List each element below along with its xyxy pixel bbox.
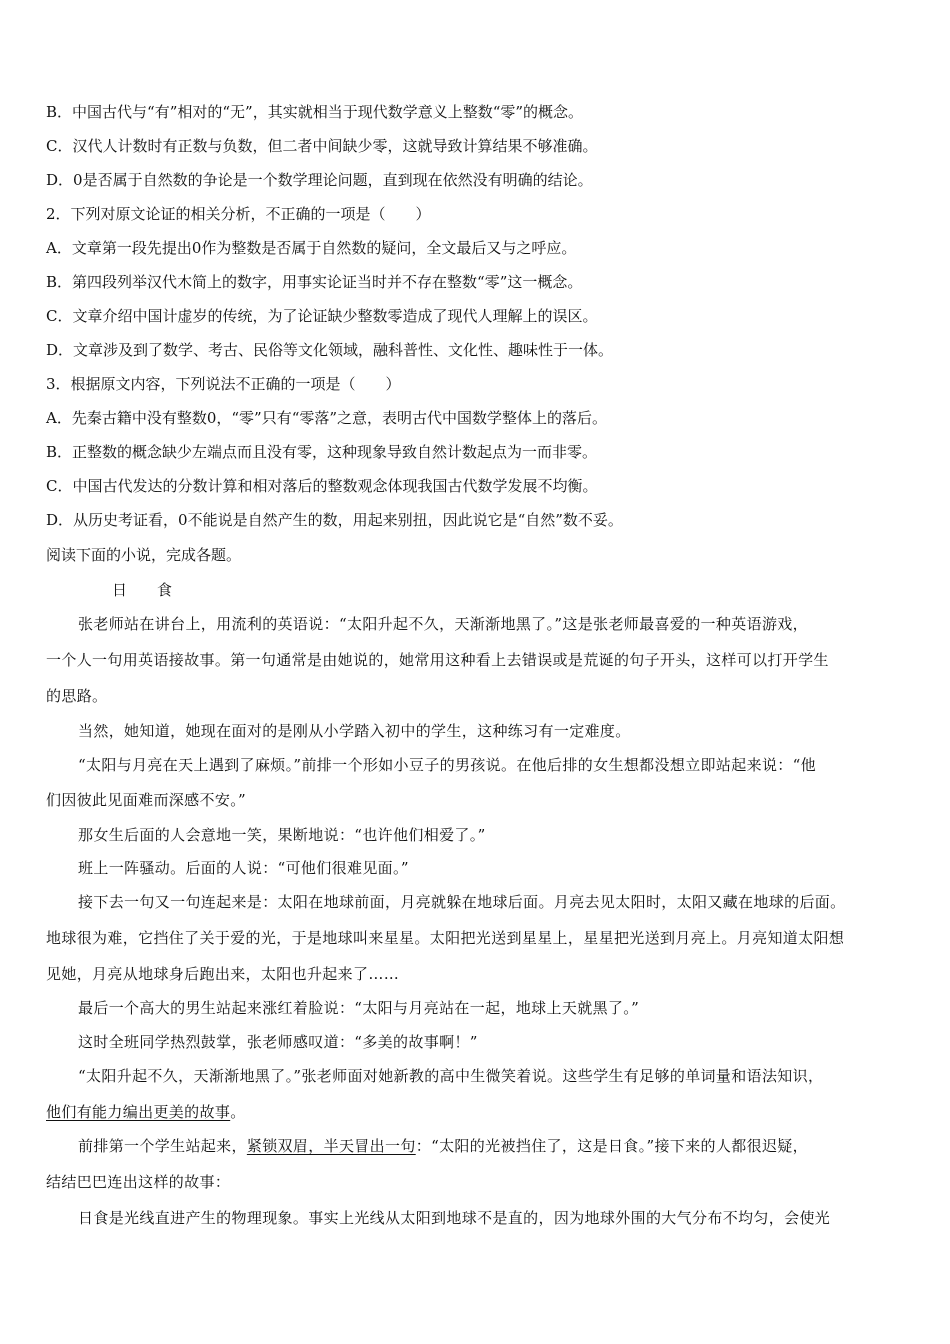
- story-line: 接下去一句又一句连起来是：太阳在地球前面，月亮就躲在地球后面。月亮去见太阳时，太阳又藏在地球的后面。: [78, 893, 846, 911]
- story-line: “太阳与月亮在天上遇到了麻烦。”前排一个形如小豆子的男孩说。在他后排的女生想都没想立即站起来说：“他: [78, 756, 817, 774]
- line-end: 。: [230, 1103, 246, 1121]
- q2-stem: 2．下列对原文论证的相关分析，不正确的一项是（ ）: [46, 205, 431, 223]
- story-line: 班上一阵骚动。后面的人说：“可他们很难见面。”: [78, 859, 409, 877]
- q2-option-b: B．第四段列举汉代木简上的数字，用事实论证当时并不存在整数“零”这一概念。: [46, 273, 583, 291]
- underlined-phrase: 紧锁双眉，半天冒出一句: [246, 1137, 416, 1155]
- q1-option-b: B．中国古代与“有”相对的“无”，其实就相当于现代数学意义上整数“零”的概念。: [46, 103, 584, 121]
- underlined-phrase: 他们有能力编出更美的故事: [46, 1103, 231, 1121]
- story-line: 地球很为难，它挡住了关于爱的光，于是地球叫来星星。太阳把光送到星星上，星星把光送到月亮上。月亮知道太阳想: [46, 929, 845, 947]
- q3-option-d: D．从历史考证看，0不能说是自然产生的数，用起来别扭，因此说它是“自然”数不妥。: [46, 511, 623, 529]
- story-line: 这时全班同学热烈鼓掌，张老师感叹道：“多美的故事啊！”: [78, 1033, 478, 1051]
- reading-instruction: 阅读下面的小说，完成各题。: [46, 546, 242, 564]
- line-segment: ：“太阳的光被挡住了，这是日食。”接下来的人都很迟疑，: [415, 1137, 809, 1155]
- q3-option-b: B．正整数的概念缺少左端点而且没有零，这种现象导致自然计数起点为一而非零。: [46, 443, 598, 461]
- story-line: “太阳升起不久，天渐渐地黑了。”张老师面对她新教的高中生微笑着说。这些学生有足够的单词量和语法知识，: [78, 1067, 824, 1085]
- story-line: 们因彼此见面难而深感不安。”: [46, 791, 247, 809]
- story-title: 日 食: [112, 581, 173, 599]
- story-line: [46, 1102, 246, 1122]
- q3-option-a: A．先秦古籍中没有整数0，“零”只有“零落”之意，表明古代中国数学整体上的落后。: [46, 409, 608, 427]
- story-line: 结结巴巴连出这样的故事：: [46, 1173, 231, 1191]
- q3-option-c: C．中国古代发达的分数计算和相对落后的整数观念体现我国古代数学发展不均衡。: [46, 477, 598, 495]
- story-line: 的思路。: [46, 687, 108, 705]
- q2-option-a: A．文章第一段先提出0作为整数是否属于自然数的疑问，全文最后又与之呼应。: [46, 239, 577, 257]
- story-line: 日食是光线直进产生的物理现象。事实上光线从太阳到地球不是直的，因为地球外围的大气分布不均匀，会使光: [78, 1209, 831, 1227]
- story-line: 那女生后面的人会意地一笑，果断地说：“也许他们相爱了。”: [78, 826, 486, 844]
- line-segment: 前排第一个学生站起来，: [78, 1137, 247, 1155]
- story-line: 张老师站在讲台上，用流利的英语说：“太阳升起不久，天渐渐地黑了。”这是张老师最喜爱的一种英语游戏，: [78, 615, 808, 633]
- q1-option-d: D．0是否属于自然数的争论是一个数学理论问题，直到现在依然没有明确的结论。: [46, 171, 593, 189]
- q1-option-c: C．汉代人计数时有正数与负数，但二者中间缺少零，这就导致计算结果不够准确。: [46, 137, 598, 155]
- story-line: 见她，月亮从地球身后跑出来，太阳也升起来了……: [46, 965, 400, 983]
- q2-option-c: C．文章介绍中国计虚岁的传统，为了论证缺少整数零造成了现代人理解上的误区。: [46, 307, 598, 325]
- story-line: 最后一个高大的男生站起来涨红着脸说：“太阳与月亮站在一起，地球上天就黑了。”: [78, 999, 640, 1017]
- story-line: [78, 1136, 808, 1156]
- story-line: 当然，她知道，她现在面对的是刚从小学踏入初中的学生，这种练习有一定难度。: [78, 722, 631, 740]
- story-line: 一个人一句用英语接故事。第一句通常是由她说的，她常用这种看上去错误或是荒诞的句子开头，这样可以打开学生: [46, 651, 829, 669]
- q3-stem: 3．根据原文内容，下列说法不正确的一项是（ ）: [46, 375, 401, 393]
- q2-option-d: D．文章涉及到了数学、考古、民俗等文化领域，融科普性、文化性、趣味性于一体。: [46, 341, 614, 359]
